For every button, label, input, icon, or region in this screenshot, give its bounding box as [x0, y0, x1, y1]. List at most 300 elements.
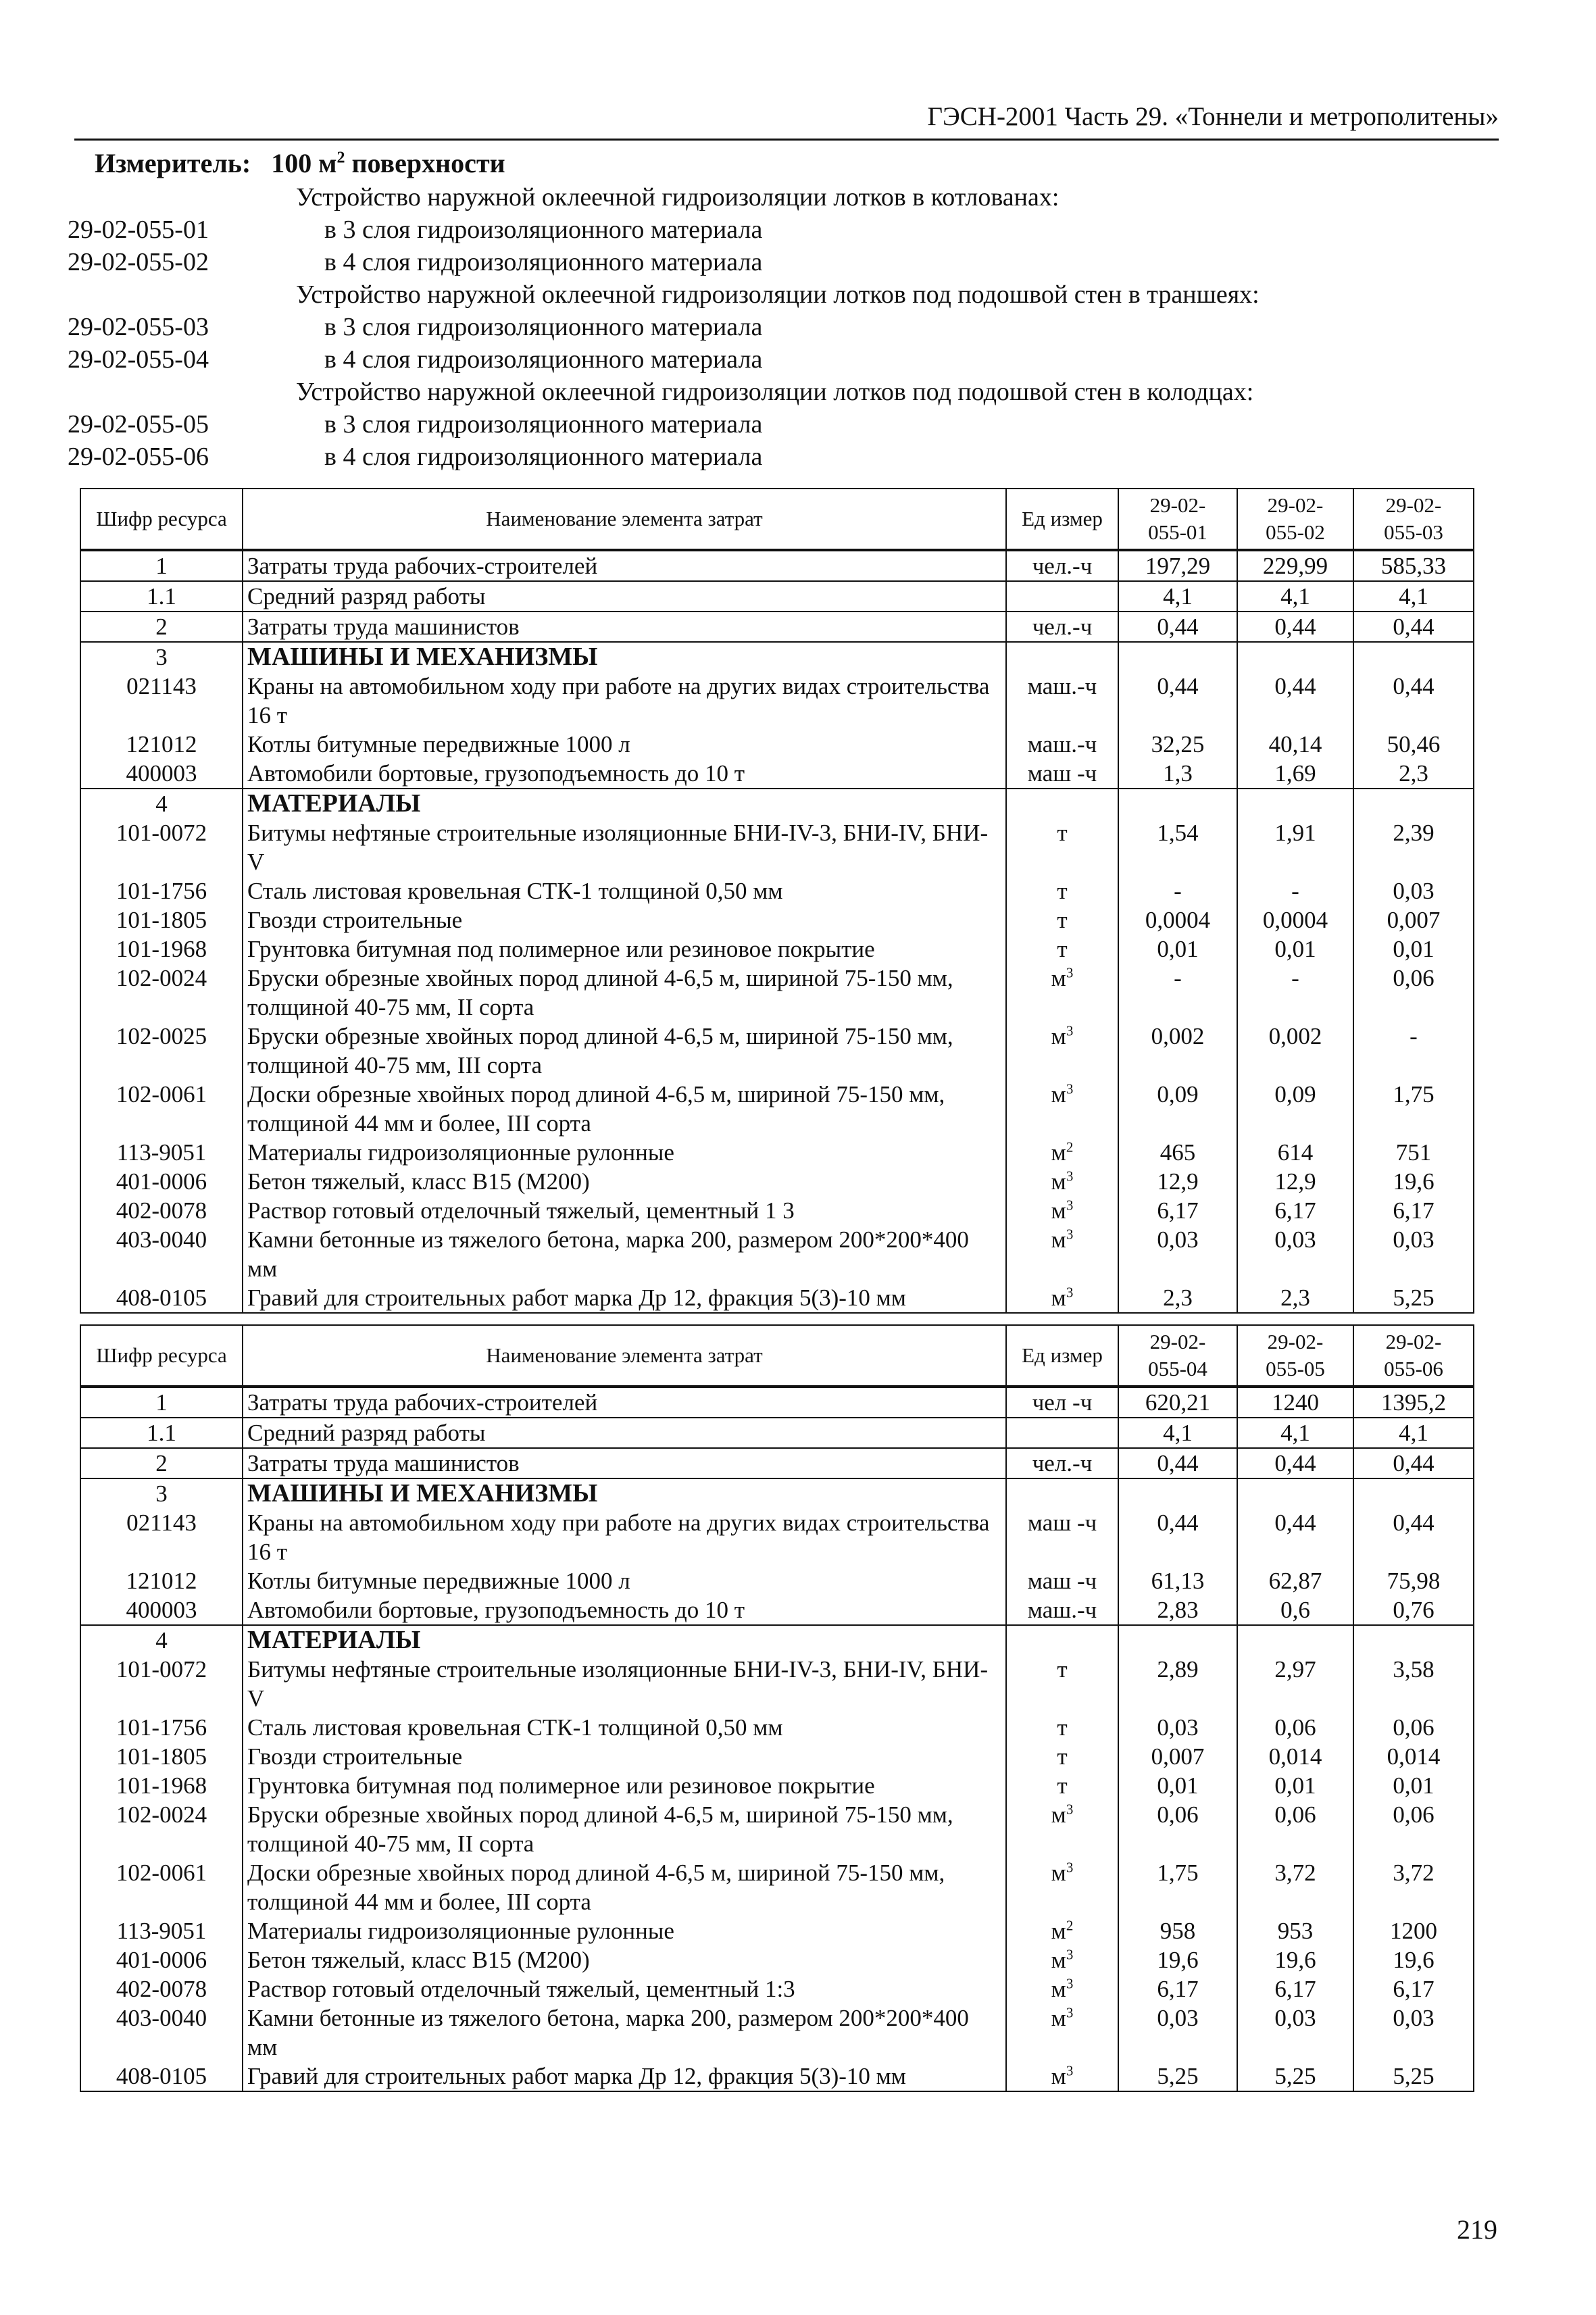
cell-value: 0,44	[1118, 1508, 1237, 1566]
cell-unit	[1006, 1508, 1118, 1566]
cell-unit	[1006, 1945, 1118, 1974]
norm-variant	[68, 311, 1520, 343]
cell-unit	[1006, 759, 1118, 789]
norm-group-text: Устройство наружной оклеечной гидроизоляции лотков в котлованах:	[296, 183, 1059, 211]
cell-name: МАШИНЫ И МЕХАНИЗМЫ	[243, 642, 1006, 672]
cell-value: 4,1	[1118, 581, 1237, 612]
table-row	[80, 1418, 1474, 1448]
norm-titles	[68, 181, 1520, 473]
table-row	[80, 1916, 1474, 1945]
cell-name: Бетон тяжелый, класс В15 (М200)	[243, 1945, 1006, 1974]
cell-value: 0,09	[1118, 1080, 1237, 1138]
cell-value: 19,6	[1118, 1945, 1237, 1974]
cell-name: Автомобили бортовые, грузоподъемность до 10 т	[243, 1595, 1006, 1625]
cell-unit-text: м	[1051, 1801, 1066, 1828]
cell-value	[1353, 642, 1474, 672]
table-row	[80, 1771, 1474, 1800]
cell-name: Грунтовка битумная под полимерное или резиновое покрытие	[243, 935, 1006, 964]
cell-unit	[1006, 2062, 1118, 2091]
table-row	[80, 1742, 1474, 1771]
cell-value: 0,06	[1353, 1800, 1474, 1858]
cell-code: 408-0105	[80, 1283, 243, 1313]
col-header-norm	[1237, 489, 1353, 550]
cell-unit-text: чел.-ч	[1032, 614, 1093, 640]
norm-variant	[68, 343, 1520, 376]
cell-name: Гвозди строительные	[243, 1742, 1006, 1771]
cell-unit	[1006, 1625, 1118, 1655]
cell-value: 0,44	[1353, 672, 1474, 730]
cell-unit	[1006, 1080, 1118, 1138]
cell-value: 2,97	[1237, 1655, 1353, 1713]
cell-value: 0,44	[1353, 612, 1474, 642]
running-header: ГЭСН-2001 Часть 29. «Тоннели и метрополитены»	[927, 102, 1499, 131]
table-row	[80, 759, 1474, 789]
cell-code: 101-1805	[80, 905, 243, 935]
cell-name: Котлы битумные передвижные 1000 л	[243, 1566, 1006, 1595]
cell-value: 19,6	[1353, 1167, 1474, 1196]
cell-value: 4,1	[1353, 1418, 1474, 1448]
cell-unit-sup: 3	[1066, 1859, 1074, 1876]
cell-unit-text: т	[1057, 907, 1068, 933]
col-header-norm-line1: 29-02-	[1149, 1330, 1206, 1353]
cell-unit-sup: 3	[1066, 1946, 1074, 1963]
cell-value	[1237, 1478, 1353, 1508]
cell-value: 3,72	[1237, 1858, 1353, 1916]
cell-name: Бруски обрезные хвойных пород длиной 4-6,5 м, шириной 75-150 мм, толщиной 40-75 мм, II сорта	[243, 1800, 1006, 1858]
cell-name: Раствор готовый отделочный тяжелый, цементный 1:3	[243, 1974, 1006, 2003]
cell-unit-text: м	[1051, 1081, 1066, 1107]
cell-unit-text: м	[1051, 1139, 1066, 1166]
cell-value: 1,75	[1353, 1080, 1474, 1138]
cell-value: 0,09	[1237, 1080, 1353, 1138]
table-row	[80, 818, 1474, 876]
cell-value: 6,17	[1237, 1974, 1353, 2003]
cell-unit-text: м	[1051, 2005, 1066, 2031]
table-row	[80, 1713, 1474, 1742]
norm-code: 29-02-055-05	[68, 410, 209, 439]
cell-unit	[1006, 905, 1118, 935]
cell-value	[1118, 1625, 1237, 1655]
cell-code: 401-0006	[80, 1167, 243, 1196]
cell-code: 101-1968	[80, 935, 243, 964]
table-row	[80, 1508, 1474, 1566]
col-header-norm-line1: 29-02-	[1149, 493, 1206, 517]
cell-code: 2	[80, 612, 243, 642]
cell-value: 2,39	[1353, 818, 1474, 876]
col-header-norm	[1118, 489, 1237, 550]
cell-unit-sup: 3	[1066, 1197, 1074, 1214]
meter-value-sup: 2	[336, 149, 345, 167]
cell-unit-text: т	[1057, 878, 1068, 904]
cell-value: 0,44	[1118, 1448, 1237, 1478]
cell-value: 4,1	[1118, 1418, 1237, 1448]
cell-value: 0,0004	[1237, 905, 1353, 935]
cell-unit	[1006, 1225, 1118, 1283]
col-header-code: Шифр ресурса	[80, 1325, 243, 1387]
cell-value: 40,14	[1237, 730, 1353, 759]
cell-unit-text: м	[1051, 1226, 1066, 1253]
cell-value	[1118, 789, 1237, 818]
cell-name: Доски обрезные хвойных пород длиной 4-6,5 м, шириной 75-150 мм, толщиной 44 мм и более, III сорта	[243, 1080, 1006, 1138]
cell-unit-sup: 3	[1066, 1975, 1074, 1992]
norm-code: 29-02-055-03	[68, 313, 209, 341]
cell-unit-sup: 3	[1066, 1226, 1074, 1243]
cell-value: 1200	[1353, 1916, 1474, 1945]
cell-value: 62,87	[1237, 1566, 1353, 1595]
cell-unit	[1006, 1283, 1118, 1313]
cell-unit-sup: 3	[1066, 964, 1074, 981]
cell-value: 1,69	[1237, 759, 1353, 789]
cell-value: 2,3	[1118, 1283, 1237, 1313]
cell-name: Камни бетонные из тяжелого бетона, марка 200, размером 200*200*400 мм	[243, 1225, 1006, 1283]
cell-value: 5,25	[1237, 2062, 1353, 2091]
cell-value: 0,6	[1237, 1595, 1353, 1625]
cell-value: 6,17	[1353, 1196, 1474, 1225]
cell-value	[1237, 789, 1353, 818]
cell-unit-text: м	[1051, 1947, 1066, 1973]
cell-value: 751	[1353, 1138, 1474, 1167]
cell-unit-text: м	[1051, 965, 1066, 991]
col-header-norm-line2: 055-04	[1148, 1357, 1207, 1380]
cell-code: 102-0061	[80, 1858, 243, 1916]
cell-unit	[1006, 1742, 1118, 1771]
cell-unit-text: т	[1057, 1656, 1068, 1683]
norm-code: 29-02-055-02	[68, 248, 209, 276]
cell-name: Бетон тяжелый, класс В15 (М200)	[243, 1167, 1006, 1196]
cell-name: Бруски обрезные хвойных пород длиной 4-6,5 м, шириной 75-150 мм, толщиной 40-75 мм, II сорта	[243, 964, 1006, 1022]
cell-name: Сталь листовая кровельная СТК-1 толщиной 0,50 мм	[243, 1713, 1006, 1742]
cell-code: 101-0072	[80, 1655, 243, 1713]
cell-unit-sup: 3	[1066, 2004, 1074, 2021]
col-header-norm-line1: 29-02-	[1385, 1330, 1442, 1353]
norm-variant	[68, 214, 1520, 246]
cell-value: 50,46	[1353, 730, 1474, 759]
col-header-norm-line2: 055-01	[1148, 520, 1207, 544]
cell-unit	[1006, 1566, 1118, 1595]
cell-value: 12,9	[1118, 1167, 1237, 1196]
cell-code: 4	[80, 789, 243, 818]
cell-value: 0,06	[1237, 1800, 1353, 1858]
cell-code: 1	[80, 550, 243, 581]
cell-value: 19,6	[1353, 1945, 1474, 1974]
cell-value: 6,17	[1118, 1974, 1237, 2003]
cell-value: 1,54	[1118, 818, 1237, 876]
cell-name: Сталь листовая кровельная СТК-1 толщиной 0,50 мм	[243, 876, 1006, 905]
cell-value: 4,1	[1237, 1418, 1353, 1448]
col-header-norm-line2: 055-05	[1266, 1357, 1325, 1380]
table-row	[80, 1167, 1474, 1196]
table-row	[80, 876, 1474, 905]
cell-code: 021143	[80, 672, 243, 730]
cell-unit	[1006, 876, 1118, 905]
cell-name: Материалы гидроизоляционные рулонные	[243, 1138, 1006, 1167]
cell-unit	[1006, 1138, 1118, 1167]
cell-value: 229,99	[1237, 550, 1353, 581]
cell-value: 0,44	[1237, 612, 1353, 642]
cell-name: Камни бетонные из тяжелого бетона, марка 200, размером 200*200*400 мм	[243, 2003, 1006, 2062]
norm-group-text: Устройство наружной оклеечной гидроизоляции лотков под подошвой стен в траншеях:	[296, 280, 1260, 309]
col-header-code: Шифр ресурса	[80, 489, 243, 550]
meter-value-suffix: поверхности	[345, 148, 505, 178]
cell-value	[1353, 1625, 1474, 1655]
cell-unit	[1006, 581, 1118, 612]
cell-name: Затраты труда рабочих-строителей	[243, 550, 1006, 581]
col-header-unit: Ед измер	[1006, 1325, 1118, 1387]
norm-code: 29-02-055-01	[68, 216, 209, 244]
cell-unit	[1006, 1974, 1118, 2003]
cell-value: 1,75	[1118, 1858, 1237, 1916]
cell-value: 32,25	[1118, 730, 1237, 759]
cell-unit-sup: 2	[1066, 1139, 1074, 1155]
cell-code: 4	[80, 1625, 243, 1655]
table-row	[80, 1974, 1474, 2003]
cell-value: 2,83	[1118, 1595, 1237, 1625]
cell-unit-sup: 3	[1066, 1080, 1074, 1097]
cell-value: 1240	[1237, 1387, 1353, 1418]
cell-unit	[1006, 818, 1118, 876]
resource-table-2	[80, 1324, 1474, 2092]
cell-value: 0,014	[1237, 1742, 1353, 1771]
cell-name: МАТЕРИАЛЫ	[243, 1625, 1006, 1655]
cell-name: Битумы нефтяные строительные изоляционные БНИ-IV-3, БНИ-IV, БНИ-V	[243, 818, 1006, 876]
section-row	[80, 1478, 1474, 1508]
cell-unit	[1006, 1595, 1118, 1625]
cell-unit-text: м	[1051, 1918, 1066, 1944]
cell-code: 402-0078	[80, 1196, 243, 1225]
cell-value: 0,03	[1353, 876, 1474, 905]
cell-value: 620,21	[1118, 1387, 1237, 1418]
table-row	[80, 1283, 1474, 1313]
cell-value: 6,17	[1118, 1196, 1237, 1225]
cell-value	[1353, 1478, 1474, 1508]
table-row	[80, 581, 1474, 612]
cell-value: 2,3	[1353, 759, 1474, 789]
cell-name: МАШИНЫ И МЕХАНИЗМЫ	[243, 1478, 1006, 1508]
cell-value: 0,007	[1118, 1742, 1237, 1771]
norm-variant-text: в 3 слоя гидроизоляционного материала	[324, 216, 763, 244]
cell-value: 2,3	[1237, 1283, 1353, 1313]
norm-variant	[68, 441, 1520, 473]
cell-code: 102-0024	[80, 1800, 243, 1858]
cell-value: 0,06	[1118, 1800, 1237, 1858]
cell-code: 101-0072	[80, 818, 243, 876]
cell-code: 3	[80, 1478, 243, 1508]
cell-name: МАТЕРИАЛЫ	[243, 789, 1006, 818]
cell-unit-sup: 3	[1066, 1284, 1074, 1301]
cell-value: 0,03	[1118, 1225, 1237, 1283]
cell-code: 1.1	[80, 581, 243, 612]
cell-code: 101-1968	[80, 1771, 243, 1800]
cell-value: 1,91	[1237, 818, 1353, 876]
col-header-norm	[1353, 1325, 1474, 1387]
cell-value: 0,01	[1118, 935, 1237, 964]
col-header-norm	[1353, 489, 1474, 550]
norm-code: 29-02-055-06	[68, 443, 209, 471]
cell-code: 102-0025	[80, 1022, 243, 1080]
cell-code: 3	[80, 642, 243, 672]
cell-name: Гравий для строительных работ марка Др 12, фракция 5(3)-10 мм	[243, 2062, 1006, 2091]
cell-value: 0,01	[1237, 935, 1353, 964]
cell-unit-text: т	[1057, 1772, 1068, 1799]
cell-unit-text: т	[1057, 1743, 1068, 1770]
cell-code: 400003	[80, 759, 243, 789]
cell-name: Краны на автомобильном ходу при работе на других видах строительства 16 т	[243, 1508, 1006, 1566]
cell-unit	[1006, 1022, 1118, 1080]
table-row	[80, 1566, 1474, 1595]
cell-value: 0,44	[1237, 1448, 1353, 1478]
cell-unit-text: чел.-ч	[1032, 1450, 1093, 1476]
cell-value: -	[1353, 1022, 1474, 1080]
cell-unit	[1006, 1167, 1118, 1196]
col-header-name: Наименование элемента затрат	[243, 1325, 1006, 1387]
cell-value: 1395,2	[1353, 1387, 1474, 1418]
table-row	[80, 1080, 1474, 1138]
meter-value	[271, 148, 505, 178]
cell-value: 0,007	[1353, 905, 1474, 935]
cell-value: 0,014	[1353, 1742, 1474, 1771]
cell-value: 12,9	[1237, 1167, 1353, 1196]
cell-value: 0,01	[1353, 1771, 1474, 1800]
cell-unit-text: м	[1051, 1976, 1066, 2002]
cell-value: 19,6	[1237, 1945, 1353, 1974]
cell-code: 401-0006	[80, 1945, 243, 1974]
cell-code: 102-0024	[80, 964, 243, 1022]
cell-value: 0,44	[1353, 1448, 1474, 1478]
cell-value: 0,03	[1118, 1713, 1237, 1742]
norm-variant	[68, 408, 1520, 441]
cell-name: Гвозди строительные	[243, 905, 1006, 935]
cell-unit	[1006, 672, 1118, 730]
col-header-name: Наименование элемента затрат	[243, 489, 1006, 550]
cell-value: 0,44	[1118, 672, 1237, 730]
cell-unit-text: т	[1057, 936, 1068, 962]
cell-value: 0,03	[1237, 1225, 1353, 1283]
cell-value	[1118, 642, 1237, 672]
norm-variant-text: в 3 слоя гидроизоляционного материала	[324, 410, 763, 439]
cell-name: Затраты труда рабочих-строителей	[243, 1387, 1006, 1418]
cell-name: Затраты труда машинистов	[243, 612, 1006, 642]
table-row	[80, 905, 1474, 935]
cell-value: -	[1237, 876, 1353, 905]
norm-variant-text: в 4 слоя гидроизоляционного материала	[324, 345, 763, 374]
cell-value: 0,03	[1118, 2003, 1237, 2062]
norm-variant-text: в 4 слоя гидроизоляционного материала	[324, 443, 763, 471]
cell-unit-text: маш.-ч	[1027, 673, 1097, 699]
table-row	[80, 1138, 1474, 1167]
cell-code: 102-0061	[80, 1080, 243, 1138]
cell-unit	[1006, 1771, 1118, 1800]
cell-value: 0,002	[1237, 1022, 1353, 1080]
table-row	[80, 1225, 1474, 1283]
norm-variant	[68, 246, 1520, 278]
cell-code: 101-1805	[80, 1742, 243, 1771]
cell-value: 0,01	[1237, 1771, 1353, 1800]
cell-value	[1353, 789, 1474, 818]
col-header-norm	[1237, 1325, 1353, 1387]
table-row	[80, 1448, 1474, 1478]
cell-name: Краны на автомобильном ходу при работе на других видах строительства 16 т	[243, 672, 1006, 730]
cell-value: 0,01	[1118, 1771, 1237, 1800]
cell-unit	[1006, 642, 1118, 672]
cell-value	[1237, 1625, 1353, 1655]
cell-value	[1237, 642, 1353, 672]
cell-value: -	[1118, 876, 1237, 905]
cell-unit-text: маш -ч	[1027, 760, 1097, 787]
cell-unit-text: м	[1051, 1860, 1066, 1886]
cell-name: Котлы битумные передвижные 1000 л	[243, 730, 1006, 759]
cell-unit	[1006, 612, 1118, 642]
table-row	[80, 550, 1474, 581]
cell-unit-text: маш -ч	[1027, 1510, 1097, 1536]
cell-value: 75,98	[1353, 1566, 1474, 1595]
cell-name: Автомобили бортовые, грузоподъемность до 10 т	[243, 759, 1006, 789]
cell-value: 61,13	[1118, 1566, 1237, 1595]
col-header-norm-line2: 055-02	[1266, 520, 1325, 544]
cell-unit	[1006, 789, 1118, 818]
cell-unit	[1006, 550, 1118, 581]
cell-code: 403-0040	[80, 1225, 243, 1283]
page-number: 219	[1457, 2214, 1497, 2245]
cell-unit-text: м	[1051, 1197, 1066, 1224]
cell-value: -	[1237, 964, 1353, 1022]
norm-variant-text: в 3 слоя гидроизоляционного материала	[324, 313, 763, 341]
cell-unit	[1006, 1196, 1118, 1225]
cell-unit-text: маш.-ч	[1027, 731, 1097, 757]
cell-code: 121012	[80, 1566, 243, 1595]
cell-name: Гравий для строительных работ марка Др 12, фракция 5(3)-10 мм	[243, 1283, 1006, 1313]
section-row	[80, 789, 1474, 818]
cell-value: 0,44	[1118, 612, 1237, 642]
table-row	[80, 964, 1474, 1022]
cell-value: 3,58	[1353, 1655, 1474, 1713]
cell-unit	[1006, 1858, 1118, 1916]
cell-unit	[1006, 1655, 1118, 1713]
cell-code: 1.1	[80, 1418, 243, 1448]
table-row	[80, 672, 1474, 730]
col-header-norm	[1118, 1325, 1237, 1387]
cell-unit-sup: 2	[1066, 1917, 1074, 1934]
cell-name: Материалы гидроизоляционные рулонные	[243, 1916, 1006, 1945]
cell-unit	[1006, 1448, 1118, 1478]
cell-code: 403-0040	[80, 2003, 243, 2062]
cell-unit	[1006, 730, 1118, 759]
cell-unit	[1006, 1916, 1118, 1945]
table-row	[80, 1387, 1474, 1418]
norm-group-title	[68, 181, 1520, 214]
cell-value: 465	[1118, 1138, 1237, 1167]
table-row	[80, 2003, 1474, 2062]
cell-value: 0,44	[1237, 1508, 1353, 1566]
cell-value: 0,06	[1353, 1713, 1474, 1742]
norm-group-title	[68, 278, 1520, 311]
cell-unit-text: м	[1051, 2063, 1066, 2089]
cell-value: 0,002	[1118, 1022, 1237, 1080]
table-row	[80, 612, 1474, 642]
cell-code: 021143	[80, 1508, 243, 1566]
cell-value: 5,25	[1353, 1283, 1474, 1313]
norm-variant-text: в 4 слоя гидроизоляционного материала	[324, 248, 763, 276]
cell-unit-sup: 3	[1066, 1022, 1074, 1039]
cell-value: -	[1118, 964, 1237, 1022]
section-row	[80, 1625, 1474, 1655]
cell-code: 402-0078	[80, 1974, 243, 2003]
cell-unit-sup: 3	[1066, 2062, 1074, 2079]
cell-code: 113-9051	[80, 1138, 243, 1167]
table-row	[80, 730, 1474, 759]
header-rule	[74, 139, 1499, 141]
col-header-norm-line1: 29-02-	[1267, 493, 1324, 517]
cell-unit	[1006, 1800, 1118, 1858]
